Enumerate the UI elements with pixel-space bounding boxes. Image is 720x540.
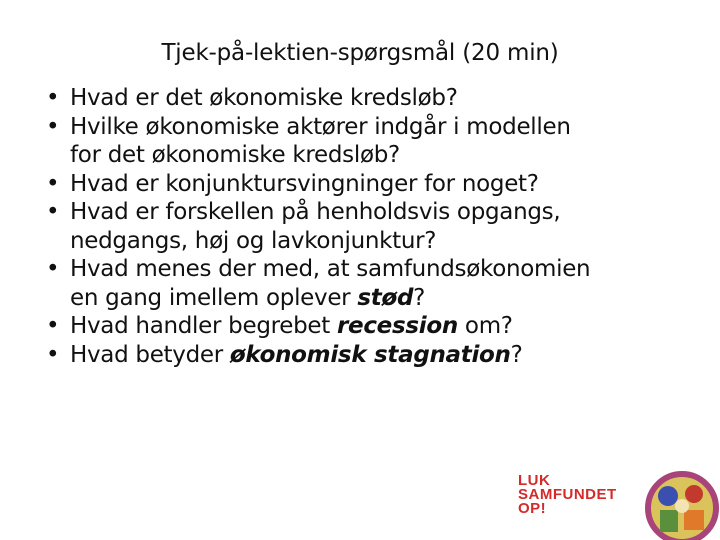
- question-text: Hvad er forskellen på henholdsvis opgangs,: [70, 199, 561, 225]
- question-item: [46, 170, 686, 199]
- question-item: [46, 84, 686, 113]
- question-item: [46, 312, 686, 341]
- question-text-cont: en gang imellem oplever: [70, 284, 358, 311]
- question-item: [46, 255, 686, 312]
- question-text: Hvad betyder: [70, 341, 230, 368]
- slide-title: Tjek-på-lektien-spørgsmål (20 min): [161, 40, 559, 66]
- key-term: økonomisk stagnation: [229, 341, 511, 368]
- key-term: stød: [357, 284, 414, 311]
- bullet-icon: •: [46, 85, 60, 111]
- bullet-icon: •: [46, 313, 60, 339]
- logo-line: LUK: [518, 472, 551, 489]
- logo-line: SAMFUNDET: [518, 486, 617, 503]
- bullet-icon: •: [46, 256, 60, 282]
- bullet-icon: •: [46, 170, 60, 197]
- luk-samfundet-op-logo: [516, 466, 720, 540]
- question-punct: ?: [510, 341, 523, 368]
- question-text: Hvad handler begrebet: [70, 313, 337, 339]
- collage-icon: [638, 466, 720, 540]
- question-item: [46, 198, 686, 255]
- question-list: [46, 84, 686, 369]
- question-text: Hvad er konjunktursvingninger for noget?: [70, 170, 539, 197]
- question-text: Hvilke økonomiske aktører indgår i modellen: [70, 113, 571, 140]
- bullet-icon: •: [46, 113, 60, 140]
- question-item: [46, 113, 686, 170]
- question-item: [46, 341, 686, 370]
- bullet-icon: •: [46, 341, 60, 368]
- question-text: Hvad menes der med, at samfundsøkonomien: [70, 256, 591, 282]
- question-text-cont: nedgangs, høj og lavkonjunktur?: [70, 227, 437, 254]
- bullet-icon: •: [46, 199, 60, 225]
- question-punct: om?: [457, 313, 513, 339]
- logo-wordmark: [518, 474, 617, 516]
- question-text-cont: for det økonomiske kredsløb?: [70, 142, 400, 168]
- question-punct: ?: [413, 284, 426, 311]
- logo-line: OP!: [518, 500, 547, 517]
- key-term: recession: [337, 313, 458, 339]
- question-text: Hvad er det økonomiske kredsløb?: [70, 85, 458, 111]
